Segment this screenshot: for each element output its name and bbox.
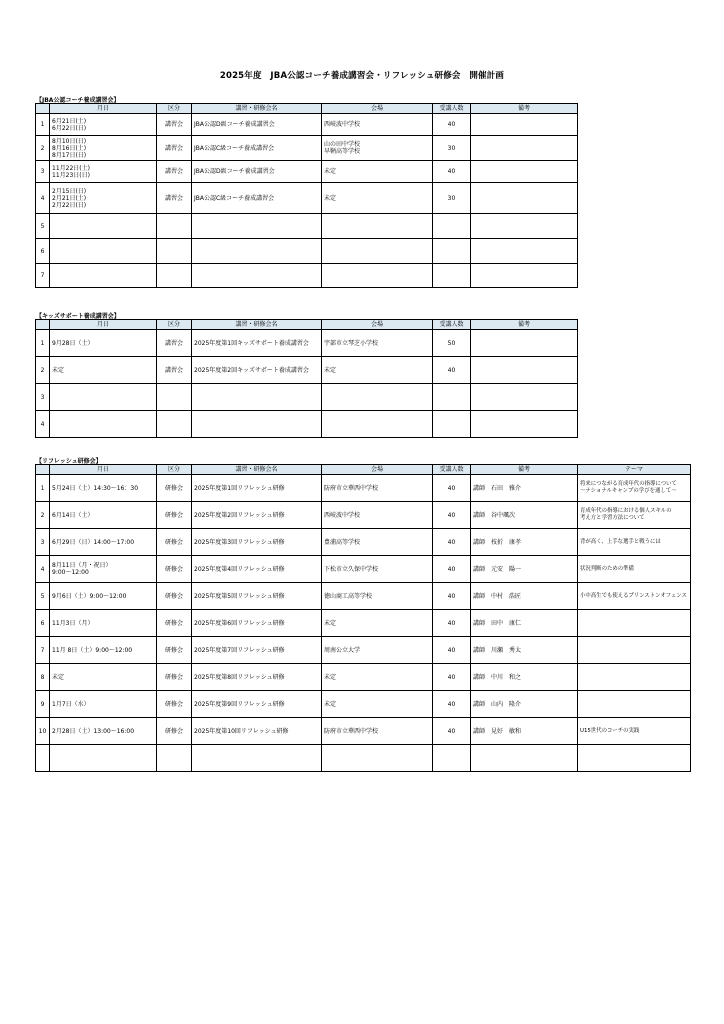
lecturer-title: 講師 (473, 484, 486, 492)
date-line: 11月23日(日) (52, 171, 90, 179)
venue-cell: 防府市立華西中学校 (322, 718, 433, 745)
column-header: 講習・研修会名 (192, 320, 322, 330)
course-name-cell (192, 239, 322, 264)
attendee-count-cell (433, 214, 471, 239)
refresh-seminar-table (35, 464, 691, 772)
venue-line: 未定 (324, 168, 337, 175)
row-number: 2 (36, 357, 50, 384)
venue-cell (322, 411, 433, 438)
column-header: 月日 (50, 320, 157, 330)
venue-line: 山の田中学校 (324, 141, 361, 148)
course-name-cell: 2025年度第2回リフレッシュ研修 (192, 502, 322, 529)
date-cell (50, 502, 157, 529)
date-cell (50, 384, 157, 411)
table-row (36, 161, 578, 183)
remarks-cell (471, 136, 578, 161)
category-cell: 研修会 (157, 556, 192, 583)
date-line: 2月28日（土）13:00～16:00 (52, 727, 135, 735)
lecturer-title: 講師 (473, 592, 486, 600)
category-cell: 講習会 (157, 330, 192, 357)
theme-line: ～ナショナルキャンプの学びを通して～ (580, 488, 677, 494)
date-line: 8月16日(土) (52, 144, 87, 152)
row-number: 10 (36, 718, 50, 745)
column-header (36, 104, 50, 114)
row-number: 1 (36, 114, 50, 136)
course-name-cell: 2025年度第8回リフレッシュ研修 (192, 664, 322, 691)
remarks-cell (471, 357, 578, 384)
row-number: 1 (36, 330, 50, 357)
attendee-count-cell: 40 (433, 583, 471, 610)
theme-cell (578, 502, 691, 529)
course-name-cell: 2025年度第6回リフレッシュ研修 (192, 610, 322, 637)
table-row (36, 384, 578, 411)
attendee-count-cell (433, 411, 471, 438)
category-cell: 研修会 (157, 691, 192, 718)
remarks-cell (471, 239, 578, 264)
attendee-count-cell: 40 (433, 114, 471, 136)
column-header (36, 465, 50, 475)
row-number: 6 (36, 239, 50, 264)
date-line: 6月21日(土) (52, 117, 87, 125)
venue-cell: 未定 (322, 691, 433, 718)
lecturer-cell (471, 664, 578, 691)
course-name-cell: 2025年度第1回キッズサポート養成講習会 (192, 330, 322, 357)
attendee-count-cell: 40 (433, 664, 471, 691)
lecturer-cell (471, 610, 578, 637)
column-header: テーマ (578, 465, 691, 475)
remarks-cell (471, 411, 578, 438)
date-cell (50, 745, 157, 772)
course-name-cell: JBA公認C級コーチ養成講習会 (192, 183, 322, 214)
category-cell (157, 411, 192, 438)
date-cell (50, 114, 157, 136)
venue-cell: 豊浦高等学校 (322, 529, 433, 556)
venue-cell (322, 114, 433, 136)
venue-cell (322, 745, 433, 772)
theme-line: 背が高く、上手な選手と戦うには (580, 538, 661, 545)
venue-cell (322, 183, 433, 214)
row-number: 3 (36, 161, 50, 183)
attendee-count-cell: 40 (433, 161, 471, 183)
date-cell: 9月28日（土） (50, 330, 157, 357)
date-cell (50, 691, 157, 718)
row-number: 2 (36, 136, 50, 161)
date-line: 1月7日（水） (52, 700, 90, 708)
venue-cell (322, 384, 433, 411)
date-line: 5月24日（土）14:30～16：30 (52, 484, 139, 492)
remarks-cell (471, 264, 578, 288)
column-header: 会場 (322, 320, 433, 330)
row-number: 8 (36, 664, 50, 691)
date-line: 6月14日（土） (52, 511, 94, 519)
theme-cell (578, 529, 691, 556)
date-line: 9月6日（土）9:00～12:00 (52, 592, 127, 600)
lecturer-title: 講師 (473, 673, 486, 681)
venue-cell: 防府市立華西中学校 (322, 475, 433, 502)
theme-line: 育成年代の指導における個人スキルの (580, 508, 672, 515)
table-row (36, 745, 691, 772)
attendee-count-cell (433, 384, 471, 411)
theme-cell (578, 664, 691, 691)
table-row (36, 664, 691, 691)
lecturer-title: 講師 (473, 511, 486, 519)
lecturer-cell (471, 502, 578, 529)
lecturer-name: 石田 雅介 (491, 484, 522, 492)
category-cell: 研修会 (157, 637, 192, 664)
category-cell: 講習会 (157, 114, 192, 136)
date-line: 9:00～12:00 (52, 569, 89, 576)
remarks-cell (471, 384, 578, 411)
table-row (36, 556, 691, 583)
column-header: 講習・研修会名 (192, 104, 322, 114)
attendee-count-cell: 40 (433, 502, 471, 529)
table-row (36, 183, 578, 214)
theme-line: 考え方と学習方法について (580, 515, 645, 521)
section-label-kids: 【キッズサポート養成講習会】 (36, 313, 120, 320)
venue-cell: 宇部市立琴芝小学校 (322, 330, 433, 357)
row-number: 3 (36, 529, 50, 556)
remarks-cell (471, 214, 578, 239)
theme-cell (578, 556, 691, 583)
column-header: 月日 (50, 465, 157, 475)
date-line: 11月22日(土) (52, 164, 90, 172)
date-cell (50, 264, 157, 288)
date-cell (50, 214, 157, 239)
row-number: 1 (36, 475, 50, 502)
venue-line: 早鞆高等学校 (324, 148, 361, 155)
attendee-count-cell: 50 (433, 330, 471, 357)
course-name-cell (192, 214, 322, 239)
course-name-cell (192, 745, 322, 772)
table-row (36, 239, 578, 264)
theme-cell (578, 475, 691, 502)
table-row (36, 214, 578, 239)
date-line: 8月17日(日) (52, 151, 87, 159)
attendee-count-cell: 40 (433, 691, 471, 718)
date-cell (50, 718, 157, 745)
venue-cell: 徳山商工高等学校 (322, 583, 433, 610)
category-cell: 研修会 (157, 502, 192, 529)
lecturer-name: 谷中颯次 (491, 511, 516, 519)
date-line: 6月22日(日) (52, 124, 87, 132)
category-cell: 講習会 (157, 183, 192, 214)
lecturer-name: 元安 陽一 (491, 565, 522, 573)
venue-cell (322, 214, 433, 239)
category-cell: 研修会 (157, 529, 192, 556)
category-cell: 研修会 (157, 475, 192, 502)
row-number: 4 (36, 411, 50, 438)
column-header: 講習・研修会名 (192, 465, 322, 475)
date-cell (50, 556, 157, 583)
category-cell: 研修会 (157, 718, 192, 745)
venue-cell (322, 264, 433, 288)
column-header: 受講人数 (433, 320, 471, 330)
kids-support-table (35, 319, 578, 438)
category-cell (157, 264, 192, 288)
row-number: 4 (36, 556, 50, 583)
venue-cell (322, 161, 433, 183)
lecturer-cell (471, 529, 578, 556)
lecturer-name: 川瀬 秀太 (491, 646, 522, 654)
table-row (36, 502, 691, 529)
table-row (36, 114, 578, 136)
lecturer-title: 講師 (473, 727, 486, 735)
column-header: 備考 (471, 104, 578, 114)
lecturer-name: 山内 隆介 (491, 700, 522, 708)
theme-cell (578, 691, 691, 718)
theme-line: U15世代のコーチの実践 (580, 727, 640, 734)
attendee-count-cell: 40 (433, 556, 471, 583)
column-header: 備考 (471, 320, 578, 330)
course-name-cell: 2025年度第3回リフレッシュ研修 (192, 529, 322, 556)
page-title: 2025年度 JBA公認コーチ養成講習会・リフレッシュ研修会 開催計画 (219, 71, 505, 81)
date-cell (50, 610, 157, 637)
date-cell (50, 637, 157, 664)
table-row (36, 583, 691, 610)
category-cell: 講習会 (157, 136, 192, 161)
attendee-count-cell: 40 (433, 475, 471, 502)
category-cell: 講習会 (157, 161, 192, 183)
section-label-refresh: 【リフレッシュ研修会】 (36, 458, 102, 465)
course-name-cell: 2025年度第1回リフレッシュ研修 (192, 475, 322, 502)
course-name-cell: 2025年度第10回リフレッシュ研修 (192, 718, 322, 745)
table-header-row (36, 320, 578, 330)
lecturer-cell (471, 745, 578, 772)
course-name-cell: 2025年度第2回キッズサポート養成講習会 (192, 357, 322, 384)
column-header: 区分 (157, 320, 192, 330)
venue-cell: 下松市立久保中学校 (322, 556, 433, 583)
row-number (36, 745, 50, 772)
row-number: 7 (36, 264, 50, 288)
lecturer-cell (471, 556, 578, 583)
date-line: 8月10日(日) (52, 137, 87, 145)
course-name-cell: JBA公認D級コーチ養成講習会 (192, 161, 322, 183)
course-name-cell: JBA公認C級コーチ養成講習会 (192, 136, 322, 161)
attendee-count-cell: 40 (433, 357, 471, 384)
attendee-count-cell: 40 (433, 610, 471, 637)
venue-cell: 周南公立大学 (322, 637, 433, 664)
venue-line: 西岐波中学校 (324, 121, 361, 128)
venue-cell (322, 239, 433, 264)
section-label-jba: 【JBA公認コーチ養成講習会】 (36, 97, 120, 104)
date-line: 6月29日（日）14:00～17:00 (52, 538, 135, 546)
theme-cell (578, 610, 691, 637)
theme-line: 将来につながる育成年代の指導について (580, 481, 677, 488)
category-cell: 研修会 (157, 583, 192, 610)
table-row (36, 529, 691, 556)
column-header: 会場 (322, 465, 433, 475)
course-name-cell (192, 384, 322, 411)
lecturer-cell (471, 691, 578, 718)
table-row (36, 411, 578, 438)
attendee-count-cell: 40 (433, 718, 471, 745)
date-cell (50, 664, 157, 691)
lecturer-title: 講師 (473, 646, 486, 654)
venue-cell: 未定 (322, 664, 433, 691)
jba-course-table (35, 103, 578, 288)
table-row (36, 691, 691, 718)
lecturer-cell (471, 637, 578, 664)
course-name-cell: 2025年度第7回リフレッシュ研修 (192, 637, 322, 664)
table-row (36, 610, 691, 637)
column-header (36, 320, 50, 330)
remarks-cell (471, 330, 578, 357)
venue-cell: 未定 (322, 357, 433, 384)
attendee-count-cell (433, 239, 471, 264)
column-header: 区分 (157, 104, 192, 114)
lecturer-name: 見好 敏和 (491, 727, 522, 735)
table-row (36, 136, 578, 161)
theme-cell (578, 583, 691, 610)
date-cell (50, 161, 157, 183)
table-row (36, 475, 691, 502)
row-number: 7 (36, 637, 50, 664)
lecturer-title: 講師 (473, 619, 486, 627)
row-number: 5 (36, 214, 50, 239)
row-number: 5 (36, 583, 50, 610)
table-row (36, 637, 691, 664)
date-line: 2月21日(土) (52, 194, 87, 202)
category-cell (157, 384, 192, 411)
date-line: 11月3日（月） (52, 619, 94, 627)
venue-line: 未定 (324, 194, 337, 202)
course-name-cell: 2025年度第9回リフレッシュ研修 (192, 691, 322, 718)
attendee-count-cell: 40 (433, 529, 471, 556)
remarks-cell (471, 114, 578, 136)
venue-cell: 未定 (322, 610, 433, 637)
theme-cell (578, 718, 691, 745)
attendee-count-cell (433, 264, 471, 288)
category-cell (157, 745, 192, 772)
course-name-cell (192, 264, 322, 288)
theme-line: 小中高生でも使えるプリンストンオフェンス (580, 592, 687, 599)
course-name-cell (192, 411, 322, 438)
date-cell (50, 529, 157, 556)
row-number: 2 (36, 502, 50, 529)
course-name-cell: 2025年度第5回リフレッシュ研修 (192, 583, 322, 610)
theme-cell (578, 745, 691, 772)
lecturer-cell (471, 718, 578, 745)
attendee-count-cell: 30 (433, 183, 471, 214)
lecturer-cell (471, 475, 578, 502)
theme-cell (578, 637, 691, 664)
date-cell (50, 239, 157, 264)
table-row (36, 718, 691, 745)
column-header: 区分 (157, 465, 192, 475)
row-number: 6 (36, 610, 50, 637)
table-row (36, 330, 578, 357)
remarks-cell (471, 183, 578, 214)
date-line: 未定 (52, 673, 65, 681)
column-header: 受講人数 (433, 104, 471, 114)
date-cell (50, 183, 157, 214)
lecturer-title: 講師 (473, 700, 486, 708)
remarks-cell (471, 161, 578, 183)
venue-cell (322, 136, 433, 161)
date-cell (50, 475, 157, 502)
row-number: 4 (36, 183, 50, 214)
attendee-count-cell: 40 (433, 637, 471, 664)
category-cell (157, 239, 192, 264)
column-header: 受講人数 (433, 465, 471, 475)
table-row (36, 357, 578, 384)
lecturer-name: 中川 和之 (491, 673, 522, 681)
table-row (36, 264, 578, 288)
date-cell (50, 583, 157, 610)
table-header-row (36, 104, 578, 114)
date-line: 11月 8日（土）9:00～12:00 (52, 646, 133, 654)
date-line: 2月15日(日) (52, 187, 87, 195)
lecturer-cell (471, 583, 578, 610)
venue-cell: 西岐波中学校 (322, 502, 433, 529)
course-name-cell: JBA公認D級コーチ養成講習会 (192, 114, 322, 136)
date-cell (50, 411, 157, 438)
lecturer-name: 中村 浩匠 (491, 592, 522, 600)
date-line: 8月11日（月・祝日） (52, 562, 112, 569)
column-header: 会場 (322, 104, 433, 114)
date-line: 2月22日(日) (52, 201, 87, 209)
lecturer-name: 田中 康仁 (491, 619, 522, 627)
column-header: 月日 (50, 104, 157, 114)
attendee-count-cell: 30 (433, 136, 471, 161)
category-cell: 講習会 (157, 357, 192, 384)
theme-line: 状況判断のための準備 (580, 565, 634, 572)
column-header: 備考 (471, 465, 578, 475)
lecturer-title: 講師 (473, 538, 486, 546)
attendee-count-cell (433, 745, 471, 772)
course-name-cell: 2025年度第4回リフレッシュ研修 (192, 556, 322, 583)
date-cell: 未定 (50, 357, 157, 384)
category-cell: 研修会 (157, 610, 192, 637)
row-number: 9 (36, 691, 50, 718)
lecturer-title: 講師 (473, 565, 486, 573)
date-cell (50, 136, 157, 161)
lecturer-name: 枝折 康孝 (491, 538, 522, 546)
table-header-row (36, 465, 691, 475)
category-cell: 研修会 (157, 664, 192, 691)
category-cell (157, 214, 192, 239)
row-number: 3 (36, 384, 50, 411)
